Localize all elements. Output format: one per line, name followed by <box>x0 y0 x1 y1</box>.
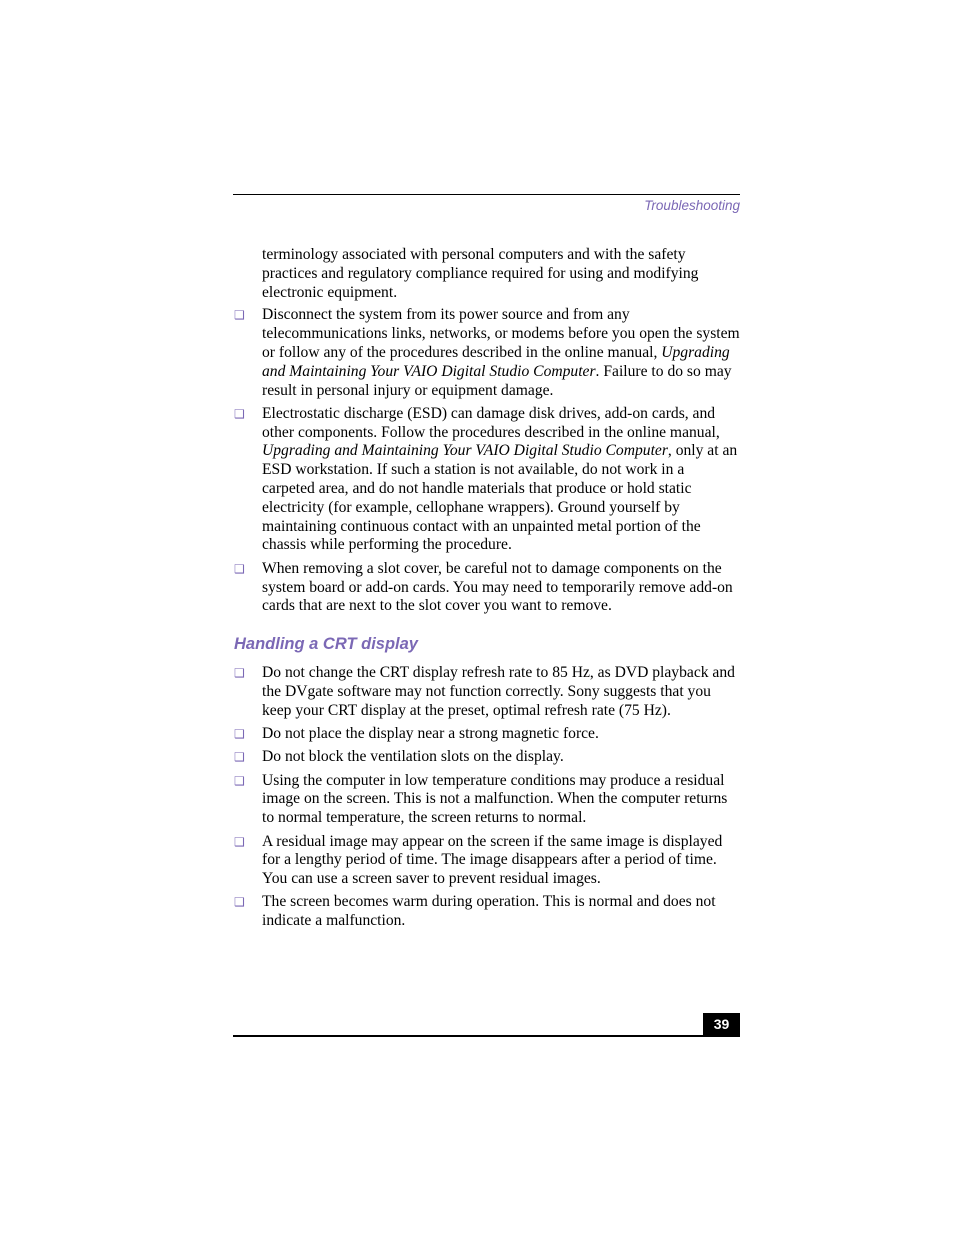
list-item-text <box>262 405 737 554</box>
list-item-text <box>262 748 564 765</box>
checkbox-bullet-icon: ❑ <box>234 406 245 421</box>
list-item <box>234 306 740 400</box>
running-header-section: Troubleshooting <box>644 198 740 213</box>
manual-title: Upgrading and Maintaining Your VAIO Digital Studio Computer <box>262 442 668 460</box>
list-item-text <box>262 664 735 719</box>
list-item <box>234 725 740 744</box>
text-run: Do not change the CRT display refresh rate to 85 Hz, as DVD playback and the DVgate software may not function correctly. Sony suggests that you keep your CRT display at the preset, optimal refresh rate (75 Hz). <box>262 664 735 719</box>
text-run: When removing a slot cover, be careful not to damage components on the system board or add-on cards. You may need to temporarily remove add-on cards that are next to the slot cover you want to remove. <box>262 559 733 615</box>
list-item <box>234 405 740 555</box>
footer-rule <box>233 1035 740 1037</box>
page-number: 39 <box>703 1013 740 1037</box>
text-run: Do not block the ventilation slots on the display. <box>262 748 564 766</box>
list-item <box>234 833 740 889</box>
list-item-text <box>262 725 599 742</box>
checkbox-bullet-icon: ❑ <box>234 895 245 910</box>
manual-title: Upgrading and Maintaining Your VAIO Digital Studio Computer <box>262 343 730 380</box>
intro-paragraph: terminology associated with personal computers and with the safety practices and regulatory compliance required for using and modifying electronic equipment. <box>262 246 699 301</box>
text-run: , only at an ESD workstation. If such a station is not available, do not work in a carpeted area, and do not handle materials that produce or hold static electricity (for example, cellophane wrappers). Ground yourself by maintaining continuous contact with an unpainted metal portion of the chassis while performing the procedure. <box>262 442 738 554</box>
list-item-text <box>262 833 722 888</box>
checkbox-bullet-icon: ❑ <box>234 308 245 323</box>
checkbox-bullet-icon: ❑ <box>234 666 245 681</box>
text-run: Electrostatic discharge (ESD) can damage disk drives, add-on cards, and other components. Follow the procedures described in the online manual, <box>262 404 720 441</box>
list-item <box>234 664 740 720</box>
checkbox-bullet-icon: ❑ <box>234 750 245 765</box>
list-item <box>234 772 740 828</box>
checkbox-bullet-icon: ❑ <box>234 834 245 849</box>
list-item <box>234 893 740 931</box>
text-run: Using the computer in low temperature conditions may produce a residual image on the screen. This is not a malfunction. When the computer returns to normal temperature, the screen returns to normal. <box>262 771 728 827</box>
text-run: A residual image may appear on the screen if the same image is displayed for a lengthy period of time. The image disappears after a period of time. You can use a screen saver to prevent residual images. <box>262 832 723 888</box>
section-heading: Handling a CRT display <box>234 635 418 654</box>
text-run: . Failure to do so may result in personal injury or equipment damage. <box>262 362 732 399</box>
list-item <box>234 748 740 767</box>
list-item-text <box>262 772 727 827</box>
checkbox-bullet-icon: ❑ <box>234 773 245 788</box>
list-item-text <box>262 306 740 398</box>
list-item-text <box>262 560 733 615</box>
header-rule <box>233 194 740 195</box>
list-item-text <box>262 893 716 929</box>
crt-precaution-list <box>234 664 740 931</box>
checkbox-bullet-icon: ❑ <box>234 561 245 576</box>
text-run: Do not place the display near a strong magnetic force. <box>262 725 599 743</box>
precaution-list <box>234 306 740 616</box>
list-item <box>234 560 740 616</box>
checkbox-bullet-icon: ❑ <box>234 727 245 742</box>
page-content <box>234 246 740 936</box>
text-run: Disconnect the system from its power source and from any telecommunications links, networks, or modems before you open the system or follow any of the procedures described in the online manual, <box>262 306 740 361</box>
text-run: The screen becomes warm during operation. This is normal and does not indicate a malfunction. <box>262 893 716 930</box>
